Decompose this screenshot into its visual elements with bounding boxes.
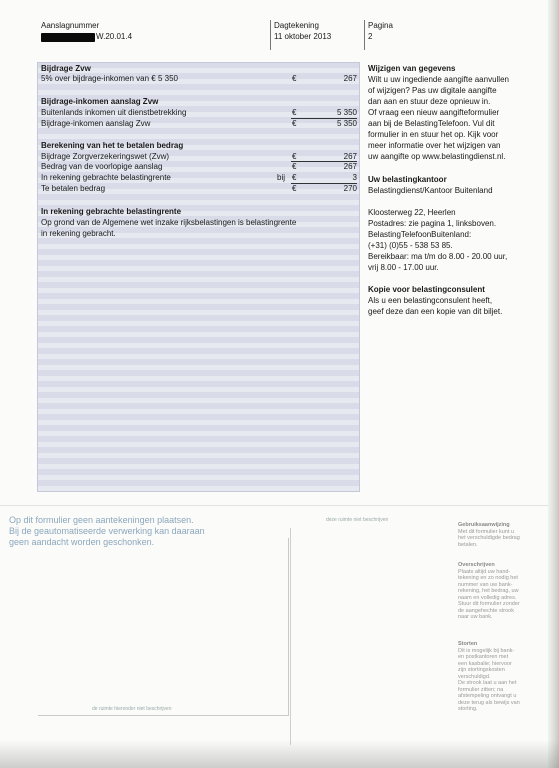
wijzigen-line: formulier in en stuur het op. Kijk voor	[368, 130, 499, 139]
currency-sign: €	[292, 74, 297, 83]
consulent-line: geef deze dan een kopie van dit biljet.	[368, 307, 503, 316]
instruction-line: nummer van uw bank-	[458, 581, 513, 588]
currency-sign: €	[292, 119, 297, 128]
wijzigen-line: meer informatie over het wijzigen van	[368, 141, 501, 150]
header-divider-2	[364, 20, 365, 50]
instruction-line: Stuur dit formulier zonder	[458, 601, 520, 607]
pagina-label: Pagina	[368, 21, 393, 30]
section-title-berekening: Berekening van het te betalen bedrag	[41, 141, 184, 150]
pagina-value: 2	[368, 32, 373, 41]
kantoor-address-line: Postadres: zie pagina 1, linksboven.	[368, 219, 497, 228]
kantoor-block	[368, 174, 553, 196]
instruction-line: tekening en zo nodig het	[458, 575, 518, 581]
instruction-line: een kasbalie; hiervoor	[458, 660, 512, 667]
amount-value: 5 350	[336, 119, 357, 128]
amount-value: 267	[343, 152, 357, 161]
rente-line: Op grond van de Algemene wet inzake rijksbelastingen is belastingrente	[41, 218, 297, 227]
wijzigen-title: Wijzigen van gegevens	[368, 64, 456, 73]
row-label: Te betalen bedrag	[41, 184, 106, 193]
amount-value: 267	[343, 162, 357, 171]
dagtekening-value: 11 oktober 2013	[274, 32, 332, 41]
amount-value: 5 350	[336, 108, 357, 117]
section-title-bijdrage-inkomen: Bijdrage-inkomen aanslag Zvw	[41, 97, 159, 106]
instruction-title: Gebruiksaanwijzing	[458, 522, 510, 528]
row-label: 5% over bijdrage-inkomen van € 5 350	[41, 74, 178, 83]
payment-form-area	[38, 538, 289, 716]
scan-edge-shadow	[548, 0, 559, 768]
instruction-storten	[458, 641, 550, 713]
currency-sign: €	[292, 162, 297, 171]
instruction-line: zijn stortingskosten	[458, 667, 505, 673]
currency-sign: €	[292, 108, 297, 117]
wijzigen-line: of wijzigen? Pas uw digitale aangifte	[368, 86, 497, 95]
form-field-area	[290, 528, 453, 745]
instruction-gebruiksaanwijzing	[458, 522, 550, 548]
dagtekening-label: Dagtekening	[274, 21, 319, 30]
currency-sign: €	[292, 173, 297, 182]
header-divider-1	[270, 20, 271, 50]
wijzigen-line: Of vraag een nieuw aangifteformulier	[368, 108, 500, 117]
amount-value: 267	[343, 74, 357, 83]
aanslagnummer-value: W.20.01.4	[96, 32, 133, 41]
fold-line	[0, 505, 559, 506]
instruction-line: deze terug als bewijs van	[458, 699, 520, 706]
wijzigen-block	[368, 63, 553, 162]
section-title-rente: In rekening gebrachte belastingrente	[41, 207, 182, 216]
scan-bottom-shadow	[0, 740, 559, 768]
instruction-line: formulier zitten; na	[458, 686, 504, 693]
rente-text	[41, 217, 341, 239]
currency-sign: €	[292, 184, 297, 193]
instruction-line: de aangehechte strook	[458, 607, 514, 614]
instruction-line: Plaats altijd uw hand-	[458, 568, 511, 575]
instruction-line: naam en volledig adres.	[458, 594, 517, 601]
consulent-line: Als u een belastingconsulent heeft,	[368, 296, 493, 305]
instruction-line: naar uw bank.	[458, 614, 493, 620]
do-not-write-below-label: de ruimte hieronder niet beschrijven	[92, 706, 172, 712]
instruction-line: Dit is mogelijk bij bank-	[458, 647, 515, 654]
kantoor-line: Belastingdienst/Kantoor Buitenland	[368, 186, 493, 195]
kantoor-address-line: BelastingTelefoonBuitenland:	[368, 230, 472, 239]
row-label: Bijdrage Zorgverzekeringswet (Zvw)	[41, 152, 170, 161]
wijzigen-line: Wilt u uw ingediende aangifte aanvullen	[368, 75, 509, 84]
amount-value: 270	[343, 184, 357, 193]
instruction-line: betalen.	[458, 541, 478, 548]
instruction-line: verschuldigd.	[458, 673, 491, 680]
row-label: In rekening gebrachte belastingrente	[41, 173, 171, 182]
consulent-block	[368, 284, 553, 317]
row-label: Buitenlands inkomen uit dienstbetrekking	[41, 108, 187, 117]
instruction-title: Overschrijven	[458, 562, 495, 568]
section-title-bijdrage-zvw: Bijdrage Zvw	[41, 64, 91, 73]
wijzigen-line: dan aan en stuur deze opnieuw in.	[368, 97, 491, 106]
kantoor-title: Uw belastingkantoor	[368, 175, 447, 184]
warning-line: Bij de geautomatiseerde verwerking kan daaraan	[9, 526, 205, 536]
instruction-line: het verschuldigde bedrag	[458, 535, 520, 541]
consulent-title: Kopie voor belastingconsulent	[368, 285, 485, 294]
rente-line: in rekening gebracht.	[41, 229, 116, 238]
instruction-line: en postkantoren met	[458, 654, 509, 660]
instruction-overschrijven	[458, 562, 550, 621]
kantoor-address-line: Kloosterweg 22, Heerlen	[368, 208, 456, 217]
instruction-line: rekening, het bedrag, uw	[458, 588, 519, 594]
kantoor-address-block	[368, 207, 553, 273]
do-not-write-label: deze ruimte niet beschrijven	[326, 517, 389, 523]
kantoor-address-line: (+31) (0)55 - 538 53 85.	[368, 241, 453, 250]
aanslagnummer-label: Aanslagnummer	[41, 21, 100, 30]
instruction-line: afstempeling ontvangt u	[458, 693, 517, 699]
wijzigen-line: uw aangifte op www.belastingdienst.nl.	[368, 152, 506, 161]
warning-line: Op dit formulier geen aantekeningen plaatsen.	[9, 515, 194, 525]
kantoor-address-line: Bereikbaar: ma t/m do 8.00 - 20.00 uur,	[368, 252, 508, 261]
row-label: Bedrag van de voorlopige aanslag	[41, 162, 163, 171]
row-label: Bijdrage-inkomen aanslag Zvw	[41, 119, 151, 128]
instruction-line: storting.	[458, 706, 478, 712]
wijzigen-line: aan bij de BelastingTelefoon. Vul dit	[368, 119, 495, 128]
warning-line: geen aandacht worden geschonken.	[9, 537, 155, 547]
instruction-title: Storten	[458, 641, 478, 647]
currency-sign: €	[292, 152, 297, 161]
amount-value: 3	[352, 173, 357, 182]
redaction-bar	[41, 33, 95, 42]
instruction-line: De strook laat u aan het	[458, 680, 517, 686]
instruction-line: Met dit formulier kunt u	[458, 528, 514, 535]
bij-marker: bij	[277, 173, 286, 182]
kantoor-address-line: vrij 8.00 - 17.00 uur.	[368, 263, 439, 272]
